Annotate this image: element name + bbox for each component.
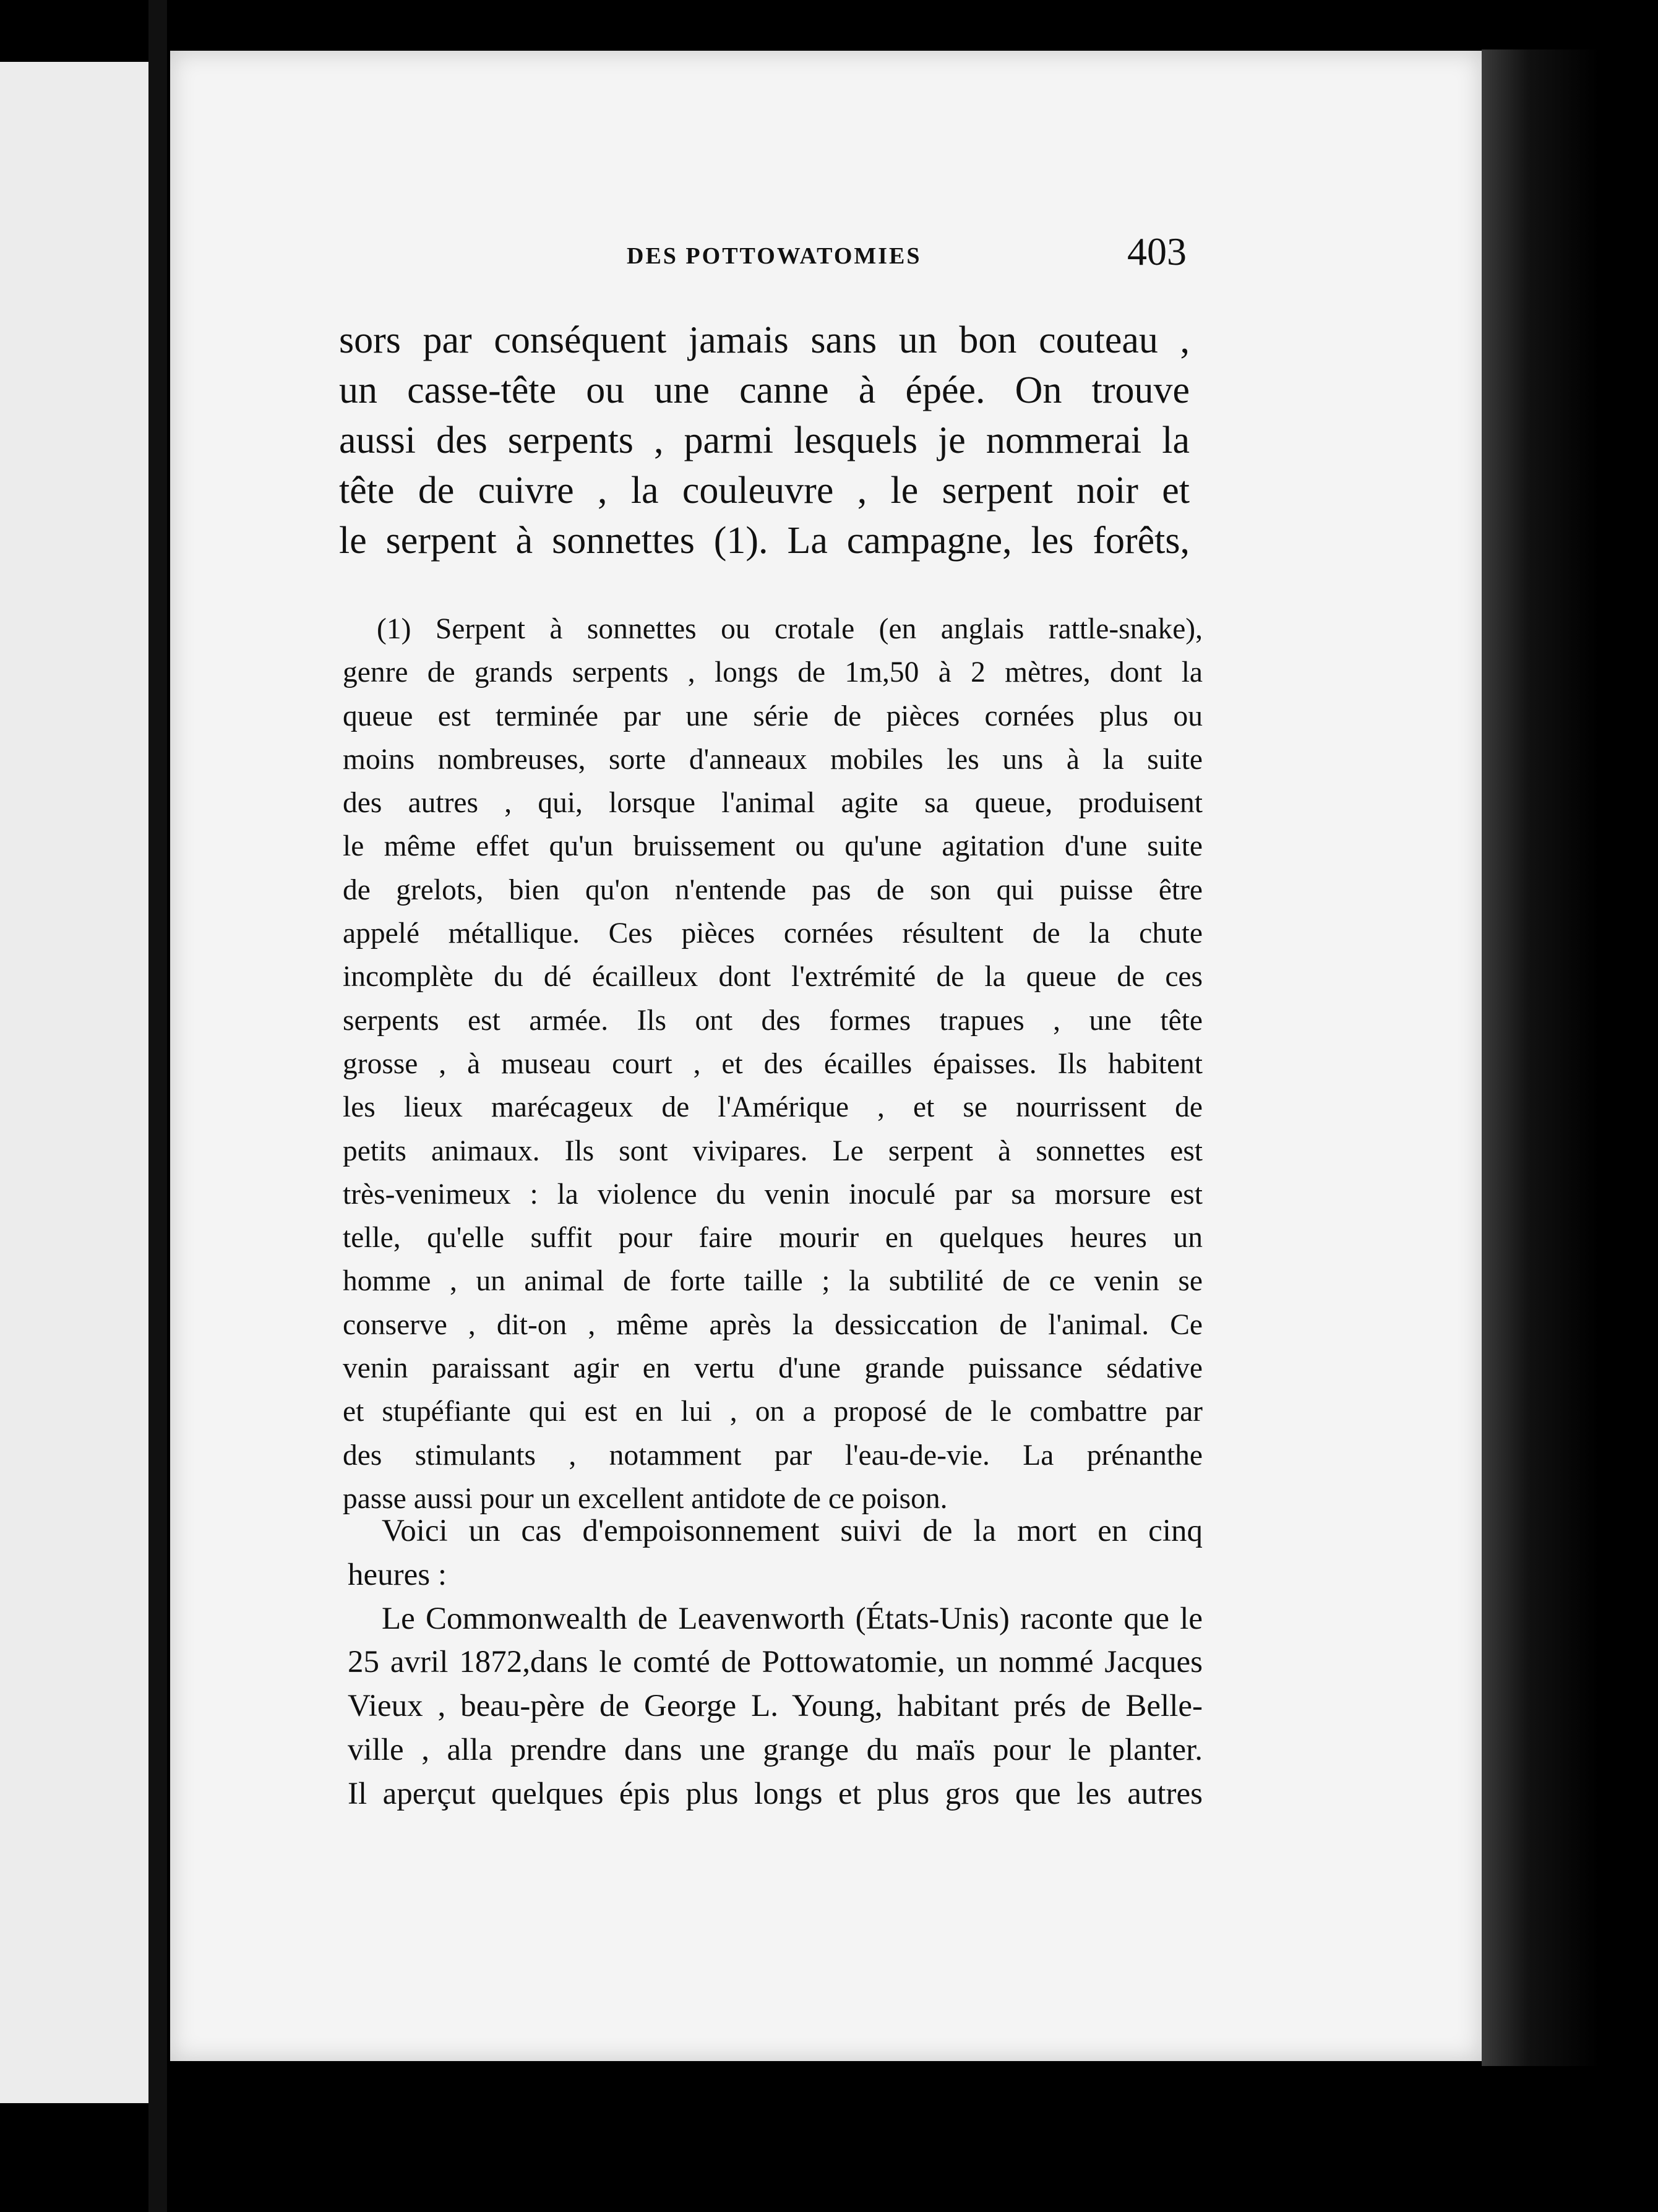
footnote-line: incomplète du dé écailleux dont l'extrémité de la queue de ces — [343, 961, 1203, 993]
footnote-line: homme , un animal de forte taille ; la subtilité de ce venin se — [343, 1265, 1203, 1298]
footnote-continuation — [348, 1509, 1203, 1816]
footnote-line: conserve , dit-on , même après la dessiccation de l'animal. Ce — [343, 1308, 1203, 1341]
footnote-line: les lieux marécageux de l'Amérique , et se nourrissent de — [343, 1091, 1203, 1124]
left-page-edge — [0, 62, 148, 2103]
footnote-line: serpents est armée. Ils ont des formes trapues , une tête — [343, 1004, 1203, 1037]
book-gutter — [148, 0, 167, 2212]
footnote-line: Le Commonwealth de Leavenworth (États-Unis) raconte que le — [382, 1601, 1203, 1636]
footnote-line: queue est terminée par une série de pièces cornées plus ou — [343, 700, 1203, 732]
footnote-line: (1) Serpent à sonnettes ou crotale (en anglais rattle-snake), — [377, 613, 1203, 645]
footnote-line: heures : — [348, 1557, 447, 1592]
text-line: le serpent à sonnettes (1). La campagne, les forêts, — [339, 520, 1190, 562]
main-text-block — [339, 315, 1190, 566]
footnote-line: de grelots, bien qu'on n'entende pas de son qui puisse être — [343, 873, 1203, 906]
page-number: 403 — [1127, 229, 1187, 273]
text-line: tête de cuivre , la couleuvre , le serpent noir et — [339, 469, 1190, 512]
text-line: un casse-tête ou une canne à épée. On trouve — [339, 369, 1190, 411]
page-edge-shadow — [1482, 49, 1599, 2066]
footnote-line: 25 avril 1872,dans le comté de Pottowatomie, un nommé Jacques — [348, 1645, 1203, 1680]
footnote-line: des autres , qui, lorsque l'animal agite sa queue, produisent — [343, 787, 1203, 820]
footnote-line: Il aperçut quelques épis plus longs et plus gros que les autres — [348, 1776, 1203, 1811]
running-head: DES POTTOWATOMIES — [627, 243, 922, 269]
footnote-line: et stupéfiante qui est en lui , on a proposé de le combattre par — [343, 1395, 1203, 1428]
footnote-line: grosse , à museau court , et des écailles épaisses. Ils habitent — [343, 1047, 1203, 1080]
footnote-block — [343, 607, 1203, 1520]
footnote-line: passe aussi pour un excellent antidote de ce poison. — [343, 1482, 948, 1515]
footnote-line: Vieux , beau-père de George L. Young, habitant prés de Belle- — [348, 1689, 1203, 1724]
footnote-line: genre de grands serpents , longs de 1m,50 à 2 mètres, dont la — [343, 656, 1203, 689]
footnote-line: des stimulants , notamment par l'eau-de-vie. La prénanthe — [343, 1439, 1203, 1472]
footnote-line: telle, qu'elle suffit pour faire mourir en quelques heures un — [343, 1222, 1203, 1254]
text-line: aussi des serpents , parmi lesquels je nommerai la — [339, 419, 1190, 461]
footnote-line: moins nombreuses, sorte d'anneaux mobiles les uns à la suite — [343, 743, 1203, 776]
footnote-line: très-venimeux : la violence du venin inoculé par sa morsure est — [343, 1178, 1203, 1211]
footnote-line: venin paraissant agir en vertu d'une grande puissance sédative — [343, 1352, 1203, 1385]
footnote-line: le même effet qu'un bruissement ou qu'une agitation d'une suite — [343, 830, 1203, 863]
footnote-line: petits animaux. Ils sont vivipares. Le serpent à sonnettes est — [343, 1134, 1203, 1167]
footnote-line: ville , alla prendre dans une grange du maïs pour le planter. — [348, 1732, 1203, 1767]
footnote-line: Voici un cas d'empoisonnement suivi de la mort en cinq — [382, 1514, 1203, 1548]
footnote-line: appelé métallique. Ces pièces cornées résultent de la chute — [343, 917, 1203, 950]
text-line: sors par conséquent jamais sans un bon couteau , — [339, 319, 1190, 361]
